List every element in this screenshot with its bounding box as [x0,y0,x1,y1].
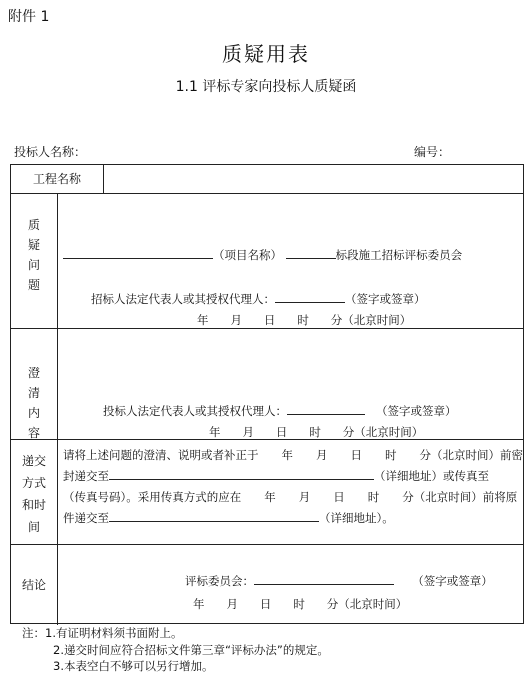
attachment-label: 附件 1 [8,9,50,25]
original-address-blank[interactable] [109,509,319,522]
bidder-name-label: 投标人名称： [14,145,87,159]
section-blank[interactable] [286,246,336,259]
note-1: 注：1.有证明材料须书面附上。 [22,626,183,640]
row-divider [11,544,523,545]
question-signer-line: 招标人法定代表人或其授权代理人： （签字或签章） [91,292,426,306]
question-date-line: 年 月 日 时 分（北京时间） [197,313,412,327]
delivery-instructions: 请将上述问题的澄清、说明或者补正于 年 月 日 时 分（北京时间）前密 封递交至 （详细地址）或传真至 （传真号码）。采用传真方式的应在 年 月 日 时 分（北京时间）前将原 件递交至 （详细地址）。 [63,448,523,525]
form-title: 质疑用表 [222,42,310,66]
question-project-line: （项目名称） 标段施工招标评标委员会 [63,246,462,263]
row-divider [11,328,523,329]
project-name-label: 工程名称 [32,172,81,186]
clarify-section-label: 澄 清 内 容 [27,366,40,440]
query-form-table [10,164,524,624]
committee-signer-line: 评标委员会： （签字或签章） [185,574,493,588]
clarify-signature-blank[interactable] [287,402,365,415]
form-subtitle: 1.1 评标专家向投标人质疑函 [175,79,357,95]
delivery-address-blank[interactable] [109,467,374,480]
serial-number-label: 编号： [414,145,451,159]
row-divider [11,193,523,194]
clarify-date-line: 年 月 日 时 分（北京时间） [209,425,424,439]
committee-signature-blank[interactable] [254,572,394,585]
question-signature-blank[interactable] [275,290,345,303]
conclusion-section-label: 结论 [21,578,46,592]
delivery-section-label: 递交 方式 和时 间 [21,454,46,534]
note-2: 2.递交时间应符合招标文件第三章“评标办法”的规定。 [53,642,329,657]
column-divider [103,165,104,193]
question-section-label: 质 疑 问 题 [27,218,40,292]
column-divider [57,193,58,625]
clarify-signer-line: 投标人法定代表人或其授权代理人： （签字或签章） [103,404,457,418]
project-name-blank[interactable] [63,246,213,259]
note-3: 3.本表空白不够可以另行增加。 [53,659,214,673]
footnotes [22,625,329,675]
conclusion-date-line: 年 月 日 时 分（北京时间） [193,597,408,611]
